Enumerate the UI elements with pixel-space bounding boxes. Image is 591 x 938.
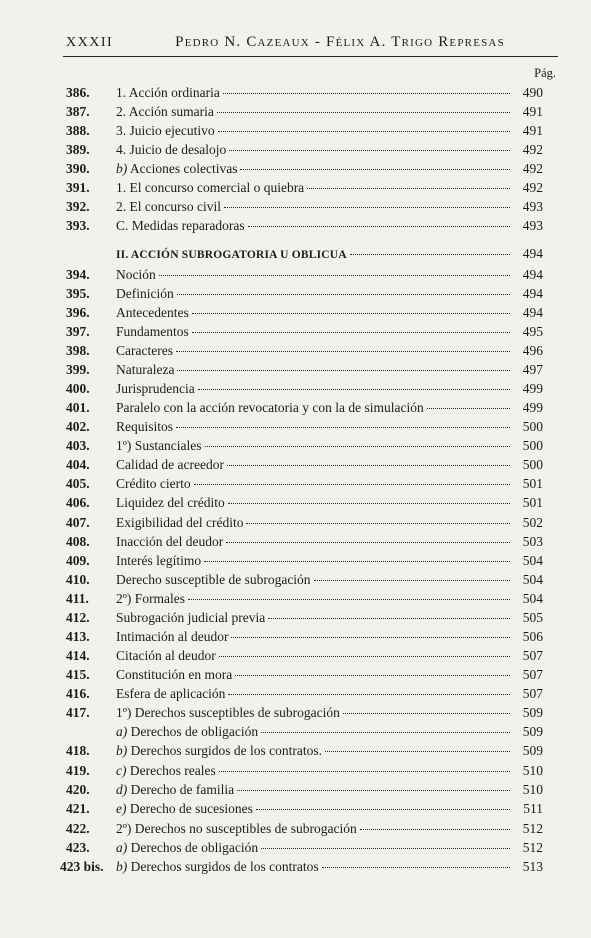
entry-page-number: 501 xyxy=(522,495,543,510)
dot-leader xyxy=(314,579,510,581)
entry-number: 387. xyxy=(66,104,90,119)
entry-title xyxy=(116,781,234,799)
entry-text: Fundamentos xyxy=(116,324,189,339)
entry-text: Interés legítimo xyxy=(116,553,202,568)
entry-page-number: 492 xyxy=(522,161,543,176)
entry-number: 412. xyxy=(66,610,90,625)
entry-text: C. Medidas reparadoras xyxy=(116,218,245,233)
entry-page-number: 499 xyxy=(522,381,543,396)
entry-number: 390. xyxy=(66,161,90,176)
entry-prefix: a) xyxy=(116,724,128,739)
entry-page-number: 509 xyxy=(522,743,543,758)
entry-number: 400. xyxy=(66,381,90,396)
toc-entry xyxy=(66,685,543,703)
entry-title xyxy=(116,399,424,417)
dot-leader xyxy=(227,464,510,466)
entry-number: 423 bis. xyxy=(60,859,104,874)
dot-leader xyxy=(188,598,510,600)
toc-entry xyxy=(66,800,543,818)
entry-title xyxy=(116,418,173,436)
entry-text: 1. Acción ordinaria xyxy=(116,85,220,100)
dot-leader xyxy=(177,369,510,371)
toc-entry xyxy=(66,475,543,493)
dot-leader xyxy=(427,407,510,409)
entry-title xyxy=(116,800,253,818)
dot-leader xyxy=(226,541,510,543)
entry-title xyxy=(116,820,357,838)
entry-number: 401. xyxy=(66,400,90,415)
toc-entry xyxy=(66,399,543,417)
entry-prefix: d) xyxy=(116,782,128,797)
dot-leader xyxy=(246,522,510,524)
entry-page-number: 490 xyxy=(522,85,543,100)
entry-page-number: 501 xyxy=(522,476,543,491)
entry-text: Definición xyxy=(116,286,174,301)
entry-page-number: 510 xyxy=(522,782,543,797)
dot-leader xyxy=(205,445,510,447)
entry-text: Intimación al deudor xyxy=(116,629,229,644)
toc-entry xyxy=(66,380,543,398)
entry-text: 2. Acción sumaria xyxy=(116,104,214,119)
toc-entry xyxy=(66,742,543,760)
entry-page-number: 513 xyxy=(522,859,543,874)
toc-entry xyxy=(66,437,543,455)
toc-entry xyxy=(66,666,543,684)
dot-leader xyxy=(325,750,510,752)
entry-title xyxy=(116,704,340,722)
entry-page-number: 512 xyxy=(522,840,543,855)
dot-leader xyxy=(224,206,510,208)
entry-text: Derechos surgidos de los contratos. xyxy=(127,743,322,758)
entry-title xyxy=(116,380,195,398)
entry-text: Jurisprudencia xyxy=(116,381,195,396)
entry-number: 408. xyxy=(66,534,90,549)
entry-title xyxy=(116,323,189,341)
entry-number: 404. xyxy=(66,457,90,472)
entry-title xyxy=(116,285,174,303)
entry-number: 411. xyxy=(66,591,89,606)
entry-page-number: 507 xyxy=(522,686,543,701)
dot-leader xyxy=(218,130,510,132)
entry-page-number: 494 xyxy=(522,267,543,282)
entry-page-number: 504 xyxy=(522,572,543,587)
dot-leader xyxy=(192,331,510,333)
dot-leader xyxy=(177,293,510,295)
entry-page-number: 494 xyxy=(522,246,543,261)
dot-leader xyxy=(360,828,510,830)
entry-page-number: 492 xyxy=(522,180,543,195)
entry-title xyxy=(116,217,245,235)
entry-number: 392. xyxy=(66,199,90,214)
entry-page-number: 500 xyxy=(522,419,543,434)
entry-title xyxy=(116,858,319,876)
dot-leader xyxy=(228,693,510,695)
entry-page-number: 509 xyxy=(522,705,543,720)
entry-page-number: 502 xyxy=(522,515,543,530)
entry-text: Derechos reales xyxy=(126,763,216,778)
entry-page-number: 510 xyxy=(522,763,543,778)
entry-number: 420. xyxy=(66,782,90,797)
dot-leader xyxy=(261,847,510,849)
entry-number: 418. xyxy=(66,743,90,758)
entry-title xyxy=(116,839,258,857)
entry-text: Antecedentes xyxy=(116,305,189,320)
toc-entry xyxy=(66,781,543,799)
entry-page-number: 500 xyxy=(522,457,543,472)
entry-title xyxy=(116,666,232,684)
entry-page-number: 504 xyxy=(522,553,543,568)
entry-number: 409. xyxy=(66,553,90,568)
entry-number: 399. xyxy=(66,362,90,377)
entry-text: Derecho de sucesiones xyxy=(126,801,253,816)
entry-text: 1º) Derechos susceptibles de subrogación xyxy=(116,705,340,720)
dot-leader xyxy=(322,866,510,868)
toc-entry xyxy=(66,418,543,436)
running-head-authors: Pedro N. Cazeaux - Félix A. Trigo Represas xyxy=(175,34,505,50)
toc-entry xyxy=(66,103,543,121)
entry-number: 406. xyxy=(66,495,90,510)
entry-text: Requisitos xyxy=(116,419,174,434)
entry-text: 3. Juicio ejecutivo xyxy=(116,123,215,138)
entry-number: 410. xyxy=(66,572,90,587)
entry-page-number: 495 xyxy=(522,324,543,339)
entry-text: Naturaleza xyxy=(116,362,175,377)
dot-leader xyxy=(235,674,510,676)
entry-number: 416. xyxy=(66,686,90,701)
entry-text: Crédito cierto xyxy=(116,476,191,491)
entry-title xyxy=(116,685,225,703)
entry-page-number: 505 xyxy=(522,610,543,625)
entry-title xyxy=(116,475,191,493)
entry-number: 403. xyxy=(66,438,90,453)
entry-number: 395. xyxy=(66,286,90,301)
dot-leader xyxy=(231,636,510,638)
entry-text: II. ACCIÓN SUBROGATORIA U OBLICUA xyxy=(116,249,347,261)
dot-leader xyxy=(228,502,510,504)
dot-leader xyxy=(204,560,510,562)
entry-text: Liquidez del crédito xyxy=(116,495,225,510)
entry-number: 422. xyxy=(66,821,90,836)
entry-page-number: 503 xyxy=(522,534,543,549)
entry-text: 2º) Derechos no susceptibles de subrogación xyxy=(116,821,357,836)
entry-number: 398. xyxy=(66,343,90,358)
entry-number: 415. xyxy=(66,667,90,682)
entry-title xyxy=(116,742,322,760)
toc-entry xyxy=(66,839,543,857)
dot-leader xyxy=(240,168,510,170)
dot-leader xyxy=(307,187,510,189)
entry-title xyxy=(116,160,237,178)
entry-title xyxy=(116,723,258,741)
toc-entry xyxy=(66,571,543,589)
entry-page-number: 496 xyxy=(522,343,543,358)
entry-number: 386. xyxy=(66,85,90,100)
toc-entry xyxy=(66,628,543,646)
entry-number: 391. xyxy=(66,180,90,195)
entry-number: 388. xyxy=(66,123,90,138)
dot-leader xyxy=(256,808,510,810)
toc-entry xyxy=(66,590,543,608)
entry-prefix: b) xyxy=(116,859,128,874)
entry-page-number: 494 xyxy=(522,305,543,320)
entry-page-number: 507 xyxy=(522,648,543,663)
entry-text: Paralelo con la acción revocatoria y con la de simulación xyxy=(116,400,424,415)
page-header xyxy=(66,34,559,56)
entry-text: Inacción del deudor xyxy=(116,534,224,549)
entry-title xyxy=(116,647,216,665)
dot-leader xyxy=(237,789,510,791)
dot-leader xyxy=(268,617,510,619)
dot-leader xyxy=(176,426,510,428)
entry-page-number: 511 xyxy=(523,801,543,816)
entry-title xyxy=(116,494,225,512)
entry-text: Subrogación judicial previa xyxy=(116,610,266,625)
entry-text: 2º) Formales xyxy=(116,591,186,606)
toc-entry xyxy=(66,304,543,322)
toc-entry xyxy=(66,456,543,474)
entry-page-number: 491 xyxy=(522,123,543,138)
toc-entry xyxy=(66,84,543,102)
entry-text: Derechos de obligación xyxy=(127,724,259,739)
entry-prefix: a) xyxy=(116,840,128,855)
entry-title xyxy=(116,361,174,379)
toc-entry xyxy=(66,141,543,159)
entry-text: Noción xyxy=(116,267,156,282)
entry-number: 419. xyxy=(66,763,90,778)
entry-prefix: b) xyxy=(116,161,128,176)
dot-leader xyxy=(223,92,510,94)
dot-leader xyxy=(219,770,510,772)
entry-title xyxy=(116,198,221,216)
toc-entry xyxy=(66,704,543,722)
toc-entry xyxy=(66,552,543,570)
toc-entry xyxy=(66,179,543,197)
entry-page-number: 492 xyxy=(522,142,543,157)
entry-text: 2. El concurso civil xyxy=(116,199,221,214)
dot-leader xyxy=(219,655,510,657)
entry-text: 1. El concurso comercial o quiebra xyxy=(116,180,305,195)
entry-page-number: 493 xyxy=(522,199,543,214)
entry-title xyxy=(116,84,220,102)
entry-number: 423. xyxy=(66,840,90,855)
entry-text: Derechos de obligación xyxy=(127,840,259,855)
entry-prefix: c) xyxy=(116,763,127,778)
entry-title xyxy=(116,590,185,608)
entry-number: 393. xyxy=(66,218,90,233)
toc-entry xyxy=(66,820,543,838)
dot-leader xyxy=(198,388,510,390)
entry-page-number: 512 xyxy=(522,821,543,836)
header-rule xyxy=(63,56,558,57)
entry-page-number: 507 xyxy=(522,667,543,682)
toc-entry xyxy=(66,533,543,551)
entry-text: Derechos surgidos de los contratos xyxy=(127,859,319,874)
entry-number: 389. xyxy=(66,142,90,157)
dot-leader xyxy=(229,149,510,151)
entry-text: 1º) Sustanciales xyxy=(116,438,202,453)
entry-title xyxy=(116,514,243,532)
dot-leader xyxy=(194,483,510,485)
entry-number: 402. xyxy=(66,419,90,434)
entry-number: 405. xyxy=(66,476,90,491)
entry-page-number: 504 xyxy=(522,591,543,606)
dot-leader xyxy=(176,350,510,352)
dot-leader xyxy=(248,225,510,227)
entry-title xyxy=(116,141,226,159)
entry-page-number: 491 xyxy=(522,104,543,119)
entry-number: 414. xyxy=(66,648,90,663)
entry-number: 417. xyxy=(66,705,90,720)
entry-page-number: 509 xyxy=(522,724,543,739)
toc-entry xyxy=(66,514,543,532)
entry-number: 396. xyxy=(66,305,90,320)
entry-title xyxy=(116,609,265,627)
entry-title xyxy=(116,246,347,264)
entry-prefix: b) xyxy=(116,743,128,758)
entry-page-number: 499 xyxy=(522,400,543,415)
toc-entry xyxy=(66,361,543,379)
entry-page-number: 506 xyxy=(522,629,543,644)
entry-page-number: 497 xyxy=(522,362,543,377)
toc-entry xyxy=(60,858,543,876)
toc-entry xyxy=(66,323,543,341)
toc-entry xyxy=(66,160,543,178)
toc-entry xyxy=(66,217,543,235)
entry-title xyxy=(116,103,214,121)
entry-number: 413. xyxy=(66,629,90,644)
entry-text: Acciones colectivas xyxy=(127,161,238,176)
dot-leader xyxy=(192,312,510,314)
dot-leader xyxy=(217,111,510,113)
entry-page-number: 493 xyxy=(522,218,543,233)
entry-title xyxy=(116,304,189,322)
entry-text: Esfera de aplicación xyxy=(116,686,226,701)
entry-text: Constitución en mora xyxy=(116,667,233,682)
entry-title xyxy=(116,122,215,140)
entry-title xyxy=(116,437,202,455)
toc-entry xyxy=(66,609,543,627)
entry-title xyxy=(116,456,224,474)
entry-prefix: e) xyxy=(116,801,127,816)
toc-entry xyxy=(66,198,543,216)
toc-section-heading xyxy=(66,245,543,263)
entry-text: Derecho de familia xyxy=(127,782,235,797)
entry-page-number: 500 xyxy=(522,438,543,453)
entry-number: 407. xyxy=(66,515,90,530)
toc-entry xyxy=(66,494,543,512)
entry-text: Derecho susceptible de subrogación xyxy=(116,572,311,587)
entry-number: 397. xyxy=(66,324,90,339)
entry-text: 4. Juicio de desalojo xyxy=(116,142,227,157)
dot-leader xyxy=(159,274,510,276)
toc-entry xyxy=(66,266,543,284)
entry-title xyxy=(116,762,216,780)
entry-title xyxy=(116,628,228,646)
toc-entry xyxy=(66,762,543,780)
toc-entry xyxy=(66,122,543,140)
dot-leader xyxy=(343,712,510,714)
entry-text: Citación al deudor xyxy=(116,648,216,663)
dot-leader xyxy=(350,253,510,255)
entry-title xyxy=(116,533,223,551)
entry-title xyxy=(116,266,156,284)
entry-number: 394. xyxy=(66,267,90,282)
entry-title xyxy=(116,552,201,570)
entry-number: 421. xyxy=(66,801,90,816)
toc-entry xyxy=(66,285,543,303)
entry-title xyxy=(116,179,304,197)
entry-page-number: 494 xyxy=(522,286,543,301)
entry-text: Exigibilidad del crédito xyxy=(116,515,244,530)
entry-title xyxy=(116,571,311,589)
toc-entry xyxy=(66,342,543,360)
toc-entry xyxy=(66,647,543,665)
entry-text: Calidad de acreedor xyxy=(116,457,224,472)
page-number: XXXII xyxy=(66,35,114,50)
pag-column-label: Pág. xyxy=(534,66,556,80)
entry-title xyxy=(116,342,173,360)
toc-entry xyxy=(66,723,543,741)
entry-text: Caracteres xyxy=(116,343,173,358)
dot-leader xyxy=(261,731,510,733)
